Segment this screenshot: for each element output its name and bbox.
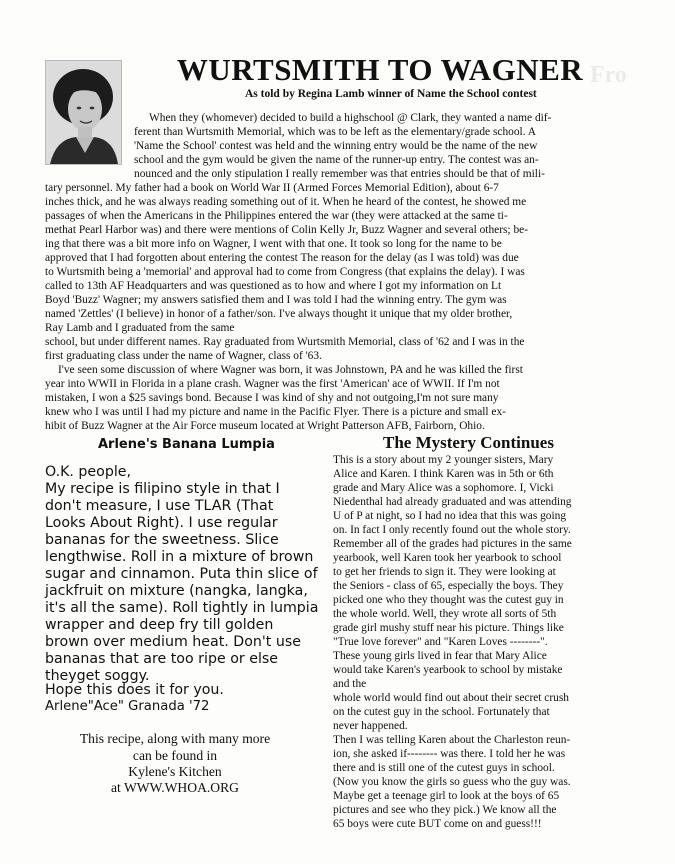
recipe-line: lengthwise. Roll in a mixture of brown	[45, 549, 314, 565]
mystery-line: and the	[333, 678, 367, 690]
mystery-line: there and is still one of the cutest guys in school.	[333, 762, 555, 774]
mystery-line: Remember all of the grades had pictures in the same	[333, 538, 572, 550]
recipe-line: jackfruit on mixture (nangka, langka,	[45, 583, 308, 599]
mystery-line: "True love forever" and "Karen Loves --------".	[333, 636, 548, 648]
recipe-line: Looks About Right). I use regular	[45, 515, 278, 531]
article-line: inches thick, and he was always reading something out of it. When he heard of the contest, he showed me	[45, 196, 527, 208]
note-line: This recipe, along with many more	[79, 731, 271, 746]
mystery-line: yearbook, well Karen took her yearbook to school	[333, 552, 562, 564]
article-line: methat Pearl Harbor was) and there were mentions of Colin Kelly Jr, Buzz Wagner and several others; be-	[45, 224, 528, 236]
article-line: knew who I was until I had my picture and name in the Pacific Flyer. There is a picture and small ex-	[45, 406, 506, 418]
recipe-line: wrapper and deep fry till golden	[45, 617, 274, 633]
article-line: first graduating class under the name of Wagner, class of '63.	[45, 350, 322, 362]
mystery-line: These young girls lived in fear that Mary Alice	[333, 650, 547, 662]
recipe-line: O.K. people,	[45, 464, 132, 480]
note-line: Kylene's Kitchen	[128, 764, 222, 779]
mystery-line: pictures and see who they pick.) We know all the	[333, 804, 557, 816]
recipe-line: My recipe is filipino style in that I	[45, 481, 280, 497]
recipe-line: it's all the same). Roll tightly in lumpia	[45, 600, 319, 616]
article-line: ferent than Wurtsmith Memorial, which was to be left as the elementary/grade school. A	[134, 126, 536, 138]
mystery-line: whole world would find out about their secret crush	[333, 692, 569, 704]
mystery-line: to get her friends to sign it. They were looking at	[333, 566, 556, 578]
note-line: at WWW.WHOA.ORG	[111, 780, 239, 795]
article-line: Ray Lamb and I graduated from the same	[45, 322, 235, 334]
recipe-title: Arlene's Banana Lumpia	[98, 437, 275, 452]
mystery-line: Alice and Karen. I think Karen was in 5th or 6th	[333, 468, 554, 480]
mystery-line: the whole world. Well, they wrote all sorts of 5th	[333, 608, 557, 620]
article-line: nounced and the only stipulation I really remember was that entries should be that of mili-	[134, 168, 545, 180]
recipe-line: don't measure, I use TLAR (That	[45, 498, 274, 514]
note-line: can be found in	[132, 748, 218, 763]
article-line: named 'Zettles' (I believe) in honor of a father/son. I've always thought it unique that my older brother,	[45, 308, 513, 320]
article-byline: As told by Regina Lamb winner of Name the School contest	[245, 88, 537, 100]
mystery-line: 65 boys were cute BUT come on and guess!!!	[333, 818, 542, 830]
article-line: tary personnel. My father had a book on World War II (Armed Forces Memorial Edition), about 6-7	[45, 182, 499, 194]
article-line: ing that there was a bit more info on Wagner, I went with that one. It took so long for the name to be	[45, 238, 502, 250]
mystery-line: This is a story about my 2 younger sisters, Mary	[333, 454, 554, 466]
article-line: hibit of Buzz Wagner at the Air Force museum located at Wright Patterson AFB, Fairborn, Ohio.	[45, 420, 485, 432]
article-line: school and the gym would be given the name of the runner-up entry. The contest was an-	[134, 154, 539, 166]
article-line: I've seen some discussion of where Wagner was born, it was Johnstown, PA and he was killed the first	[58, 364, 523, 376]
mystery-line: Then I was telling Karen about the Charleston reun-	[333, 734, 571, 746]
article-title: WURTSMITH TO WAGNER	[176, 52, 584, 87]
article-line: When they (whomever) decided to build a highschool @ Clark, they wanted a name dif-	[149, 112, 552, 124]
article-line: year into WWII in Florida in a plane crash. Wagner was the first 'American' ace of WWII. If I'm not	[45, 378, 500, 390]
mystery-line: the Seniors - class of 65, especially the boys. They	[333, 580, 564, 592]
mystery-line: on the cutest guy in the school. Fortunately that	[333, 706, 550, 718]
recipe-line: brown over medium heat. Don't use	[45, 634, 301, 650]
mystery-line: (Now you know the girls so guess who the guy was.	[333, 776, 571, 788]
mystery-line: picked one who they thought was the cutest guy in	[333, 594, 564, 606]
recipe-signature: Arlene"Ace" Granada '72	[45, 699, 210, 714]
article-line: school, but under different names. Ray graduated from Wurtsmith Memorial, class of '62 and I was in the	[45, 336, 525, 348]
recipe-line: bananas for the sweetness. Slice	[45, 532, 279, 548]
mystery-line: never happened.	[333, 720, 408, 732]
article-line: mistaken, I won a $25 savings bond. Because I was kind of shy and not outgoing,I'm not sure many	[45, 392, 499, 404]
mystery-line: U of P at night, so I had no idea that this was going	[333, 510, 567, 522]
recipe-line: Hope this does it for you.	[45, 682, 224, 698]
mystery-line: on. In fact I only recently found out the whole story.	[333, 524, 571, 536]
recipe-line: bananas that are too ripe or else	[45, 651, 279, 667]
article-line: Boyd 'Buzz' Wagner; my answers satisfied them and I was told I had the winning entry. The gym was	[45, 294, 507, 306]
recipe-line: theyget soggy.	[45, 668, 150, 684]
article-line: passages of when the Americans in the Philippines entered the war (they were attacked at the same ti-	[45, 210, 508, 222]
mystery-line: ion, she asked if-------- was there. I told her he was	[333, 748, 566, 760]
article-line: 'Name the School' contest was held and the winning entry would be the name of the new	[134, 140, 538, 152]
mystery-line: Niedenthal had already graduated and was attending	[333, 496, 572, 508]
mystery-line: grade girl mushy stuff near his picture. Things like	[333, 622, 564, 634]
article-line: to Wurtsmith being a 'memorial' and approval had to come from Congress (that explains the delay). I was	[45, 266, 525, 278]
mystery-line: would take Karen's yearbook to school by mistake	[333, 664, 563, 676]
author-portrait-photo	[45, 60, 122, 165]
mystery-line: Maybe get a teenage girl to look at the boys of 65	[333, 790, 560, 802]
article-line: approved that I had forgotten about entering the contest The reason for the delay (as I was told) was due	[45, 252, 519, 264]
mystery-title: The Mystery Continues	[383, 433, 554, 452]
mystery-line: grade and Mary Alice was a sophomore. I, Vicki	[333, 482, 554, 494]
bleed-through-shadow: Fro	[590, 62, 627, 88]
article-line: called to 13th AF Headquarters and was questioned as to how and where I got my information on Lt	[45, 280, 502, 292]
portrait-image	[46, 61, 121, 164]
recipe-line: sugar and cinnamon. Puta thin slice of	[45, 566, 318, 582]
